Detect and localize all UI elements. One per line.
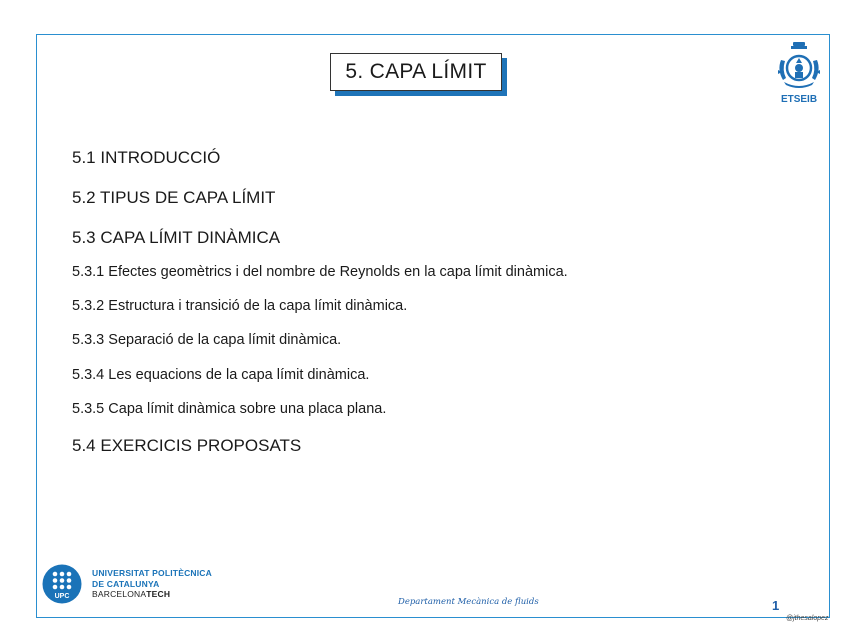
university-line-3-city: BARCELONA xyxy=(92,589,147,599)
department-footer: Departament Mecànica de fluids xyxy=(398,597,539,607)
upc-logo-icon xyxy=(42,564,82,604)
page-number: 1 xyxy=(772,598,780,613)
toc-item: 5.3 CAPA LÍMIT DINÀMICA xyxy=(72,228,281,247)
university-line-1: UNIVERSITAT POLITÈCNICA xyxy=(92,568,212,578)
upc-abbrev: UPC xyxy=(54,593,70,600)
toc-item: 5.3.2 Estructura i transició de la capa límit dinàmica. xyxy=(72,298,408,314)
university-line-3-tech: TECH xyxy=(146,589,171,599)
slide-title-box xyxy=(330,53,502,91)
toc-item: 5.4 EXERCICIS PROPOSATS xyxy=(72,436,302,455)
toc-item: 5.3.4 Les equacions de la capa límit dinàmica. xyxy=(72,367,370,383)
toc-item: 5.3.5 Capa límit dinàmica sobre una placa plana. xyxy=(72,401,387,417)
credit-text: @jthesalopez xyxy=(786,615,829,622)
toc-item: 5.3.1 Efectes geomètrics i del nombre de Reynolds en la capa límit dinàmica. xyxy=(72,264,568,280)
toc-item: 5.1 INTRODUCCIÓ xyxy=(72,148,221,167)
university-name xyxy=(92,568,212,600)
university-line-2: DE CATALUNYA xyxy=(92,578,160,589)
toc-item: 5.3.3 Separació de la capa límit dinàmica. xyxy=(72,332,342,348)
university-line-3 xyxy=(92,589,212,600)
toc-item: 5.2 TIPUS DE CAPA LÍMIT xyxy=(72,188,276,207)
slide-frame xyxy=(36,34,830,618)
etseib-label: ETSEIB xyxy=(780,94,818,105)
slide-title: 5. CAPA LÍMIT xyxy=(345,60,487,83)
etseib-logo xyxy=(772,40,826,106)
